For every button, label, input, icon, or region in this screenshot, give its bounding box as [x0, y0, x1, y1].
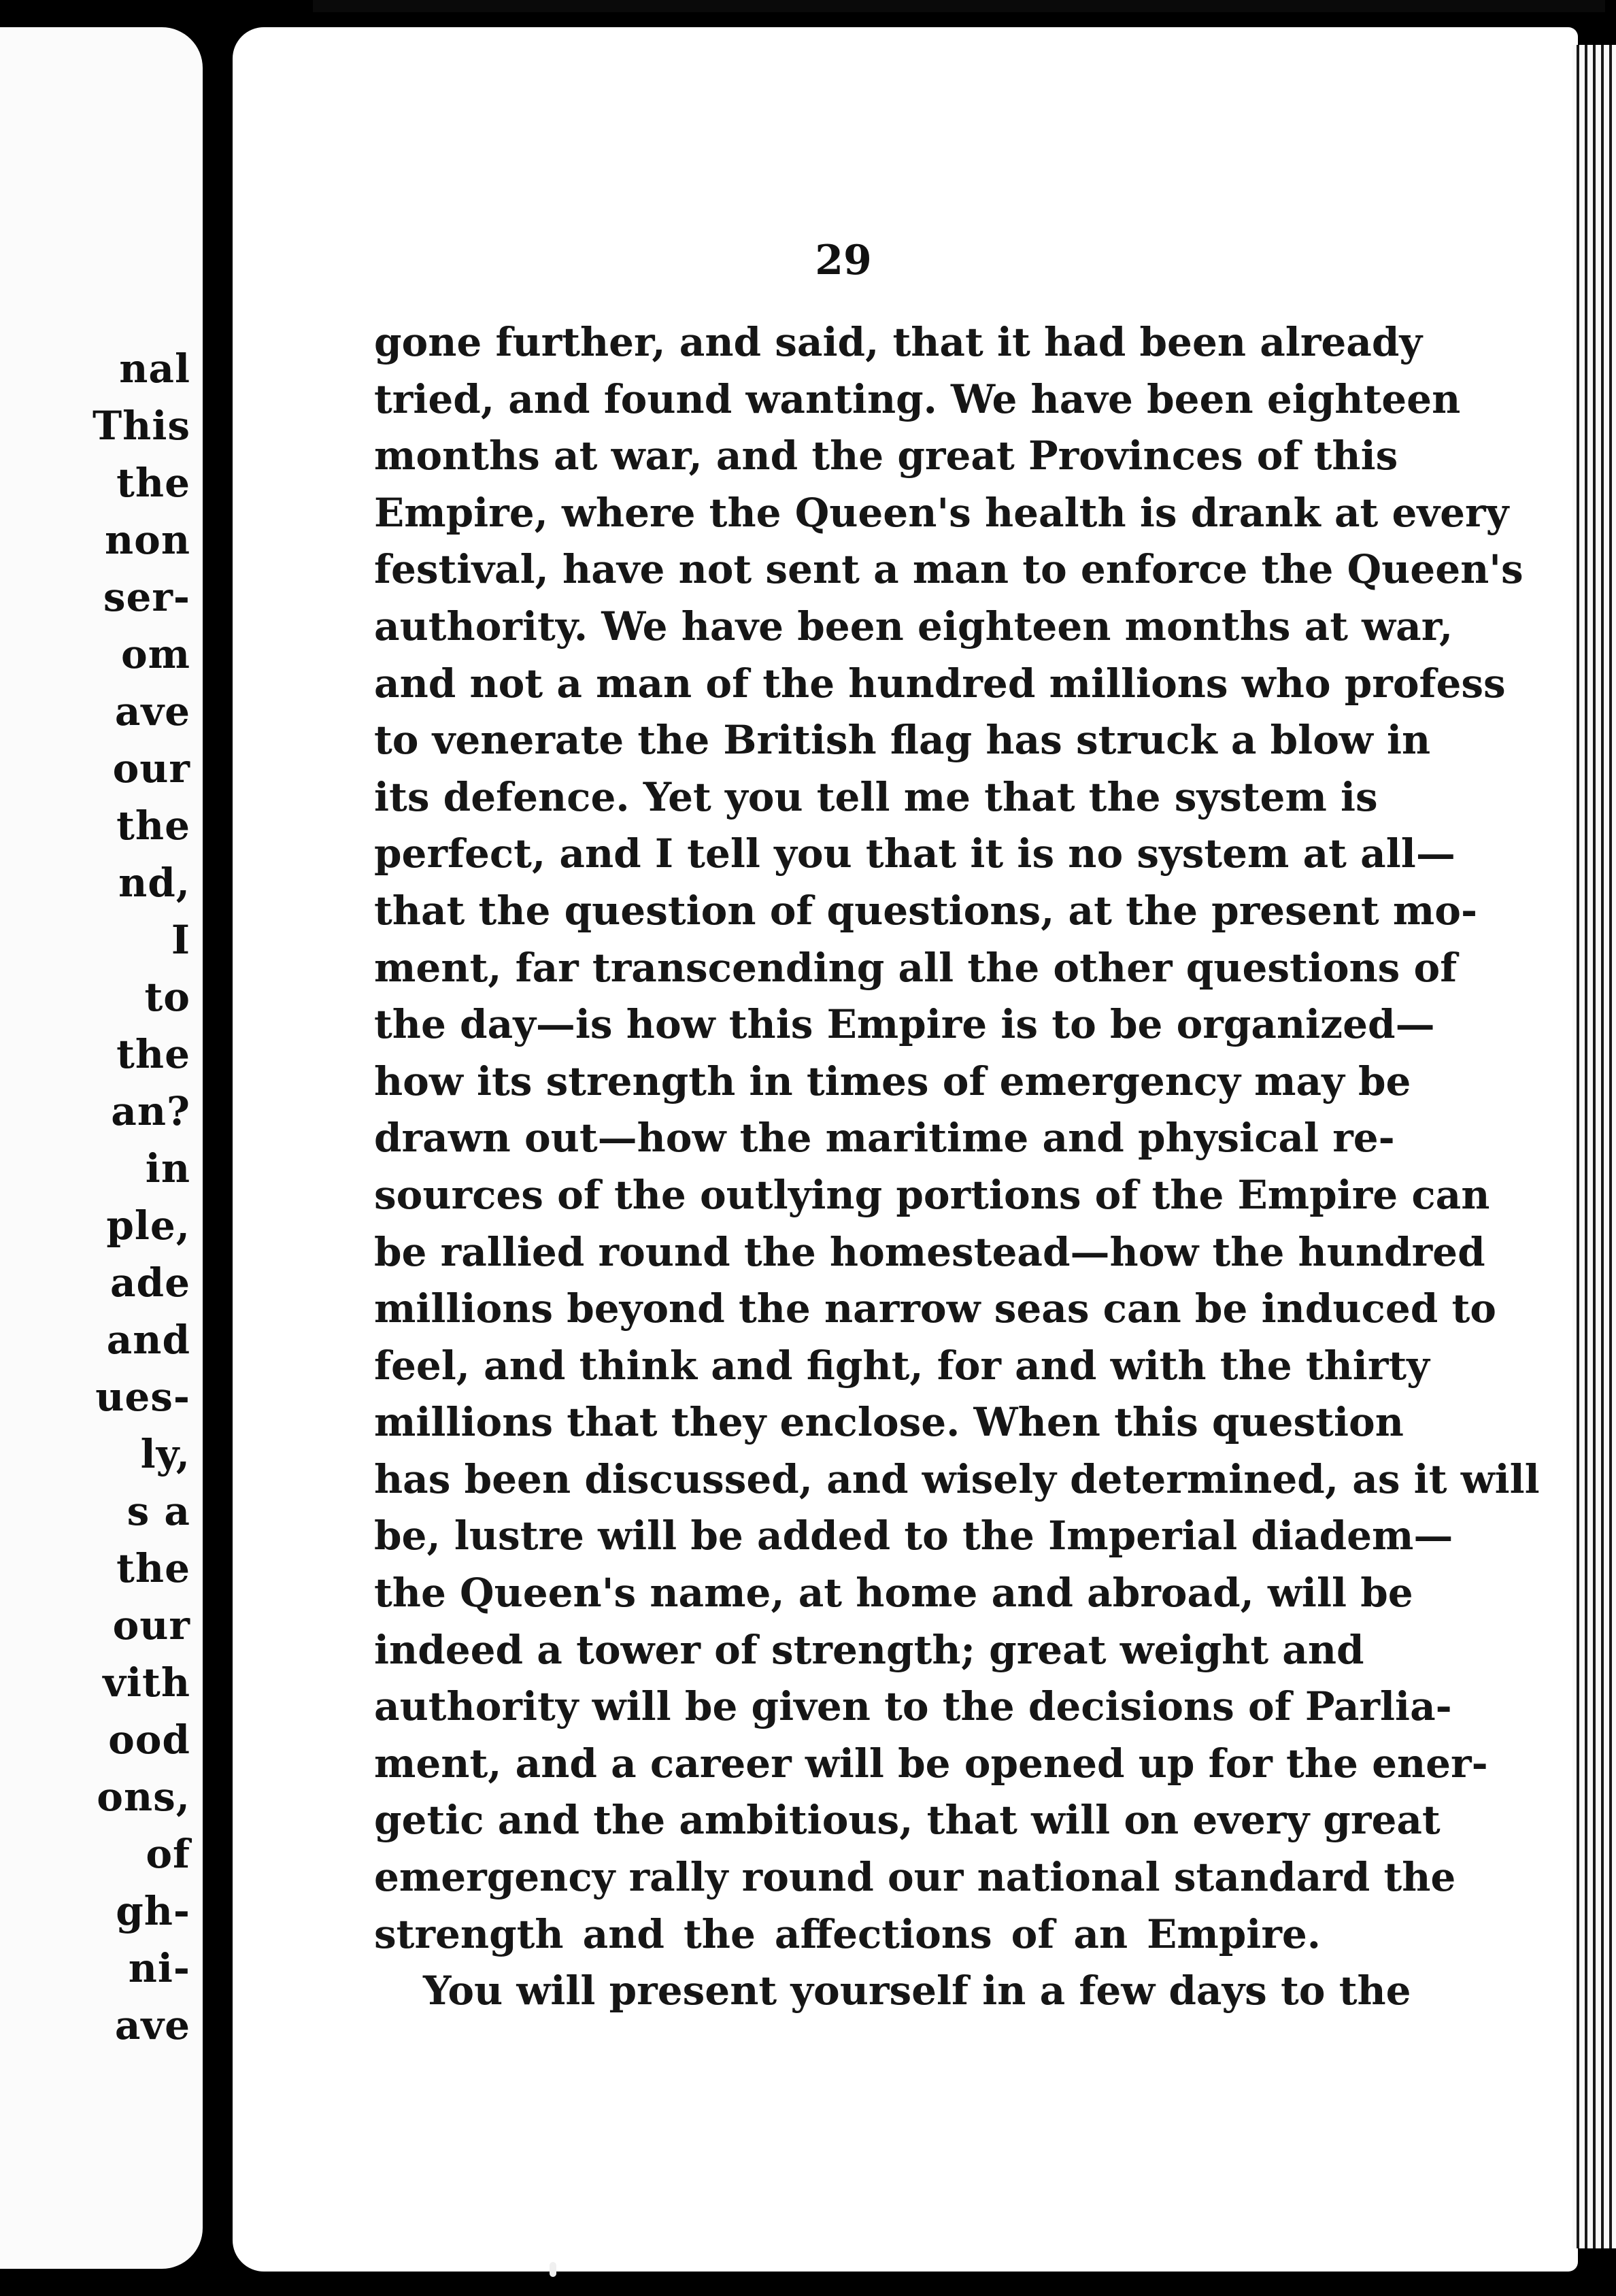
fragment-line: ade: [110, 1260, 190, 1306]
text-line: festival, have not sent a man to enforce the Queen's: [374, 546, 1524, 593]
text-line: ment, far transcending all the other questions of: [374, 944, 1458, 991]
text-line: indeed a tower of strength; great weight and: [374, 1626, 1364, 1673]
fragment-line: ons,: [97, 1774, 190, 1820]
fragment-line: ser-: [103, 574, 190, 620]
text-line: sources of the outlying portions of the Empire can: [374, 1171, 1490, 1218]
fragment-line: nd,: [118, 860, 190, 906]
fragment-line: ues-: [95, 1374, 190, 1420]
text-line: has been discussed, and wisely determined, as it will: [374, 1455, 1540, 1502]
fragment-line: our: [112, 745, 190, 792]
text-line: authority will be given to the decisions of Parlia-: [374, 1683, 1452, 1730]
fragment-line: non: [104, 517, 190, 563]
fragment-line: vith: [103, 1659, 190, 1706]
fragment-line: an?: [111, 1088, 190, 1134]
text-line: strength and the affections of an Empire.: [374, 1910, 1321, 1957]
fragment-line: ple,: [106, 1202, 190, 1249]
page-number: 29: [815, 237, 872, 284]
fragment-line: ni-: [128, 1945, 190, 1991]
fragment-line: ave: [114, 2002, 190, 2048]
fragment-line: om: [120, 631, 190, 677]
page-edge-line: [1609, 45, 1612, 2248]
fragment-line: the: [116, 460, 190, 506]
page-edge-line: [1585, 45, 1587, 2248]
fragment-line: the: [116, 1031, 190, 1077]
text-line: feel, and think and fight, for and with the thirty: [374, 1342, 1430, 1389]
text-line: and not a man of the hundred millions who profess: [374, 660, 1506, 707]
text-line: drawn out—how the maritime and physical re-: [374, 1115, 1395, 1162]
fragment-line: in: [145, 1145, 190, 1192]
text-line: its defence. Yet you tell me that the system is: [374, 773, 1378, 820]
text-line: be rallied round the homestead—how the hundred: [374, 1228, 1485, 1275]
previous-page: [0, 27, 203, 2269]
fragment-line: of: [146, 1831, 190, 1877]
top-edge-shadow: [313, 0, 1605, 12]
fragment-line: the: [116, 1545, 190, 1591]
book-gutter: [203, 27, 233, 2269]
text-line: tried, and found wanting. We have been eighteen: [374, 375, 1461, 422]
fragment-line: This: [92, 403, 190, 449]
text-line: that the question of questions, at the present mo-: [374, 887, 1478, 934]
text-line: perfect, and I tell you that it is no system at all—: [374, 830, 1455, 877]
page-edges: [1572, 45, 1616, 2248]
text-line: months at war, and the great Provinces of this: [374, 433, 1398, 479]
text-line: be, lustre will be added to the Imperial diadem—: [374, 1513, 1453, 1559]
fragment-line: gh-: [116, 1888, 190, 1934]
text-line: emergency rally round our national standard the: [374, 1854, 1456, 1901]
page-edge-line: [1601, 45, 1604, 2248]
text-line: to venerate the British flag has struck a blow in: [374, 717, 1431, 764]
text-line: how its strength in times of emergency may be: [374, 1058, 1411, 1104]
page-edge-line: [1593, 45, 1596, 2248]
previous-page-line-endings: [27, 340, 190, 2054]
text-line-paragraph-start: You will present yourself in a few days to the: [423, 1968, 1411, 2014]
page-edge-line: [1577, 45, 1579, 2248]
fragment-line: nal: [119, 345, 190, 392]
fragment-line: ave: [114, 688, 190, 735]
fragment-line: s a: [127, 1488, 190, 1534]
text-line: gone further, and said, that it had been already: [374, 319, 1423, 365]
text-line: Empire, where the Queen's health is drank at every: [374, 489, 1509, 536]
text-line: authority. We have been eighteen months at war,: [374, 603, 1453, 649]
text-line: the day—is how this Empire is to be organized—: [374, 1001, 1435, 1048]
body-text: [374, 314, 1540, 2020]
fragment-line: the: [116, 803, 190, 849]
scan-speck: [550, 2262, 556, 2277]
fragment-line: ly,: [140, 1431, 190, 1477]
text-line: getic and the ambitious, that will on every great: [374, 1797, 1441, 1844]
fragment-line: our: [112, 1602, 190, 1649]
fragment-line: and: [106, 1317, 190, 1363]
fragment-line: I: [171, 917, 190, 963]
fragment-line: to: [144, 974, 190, 1020]
text-line: ment, and a career will be opened up for the ener-: [374, 1740, 1488, 1787]
text-line: millions beyond the narrow seas can be induced to: [374, 1285, 1496, 1332]
fragment-line: ood: [108, 1717, 190, 1763]
text-line: the Queen's name, at home and abroad, will be: [374, 1570, 1413, 1617]
text-line: millions that they enclose. When this question: [374, 1399, 1404, 1446]
